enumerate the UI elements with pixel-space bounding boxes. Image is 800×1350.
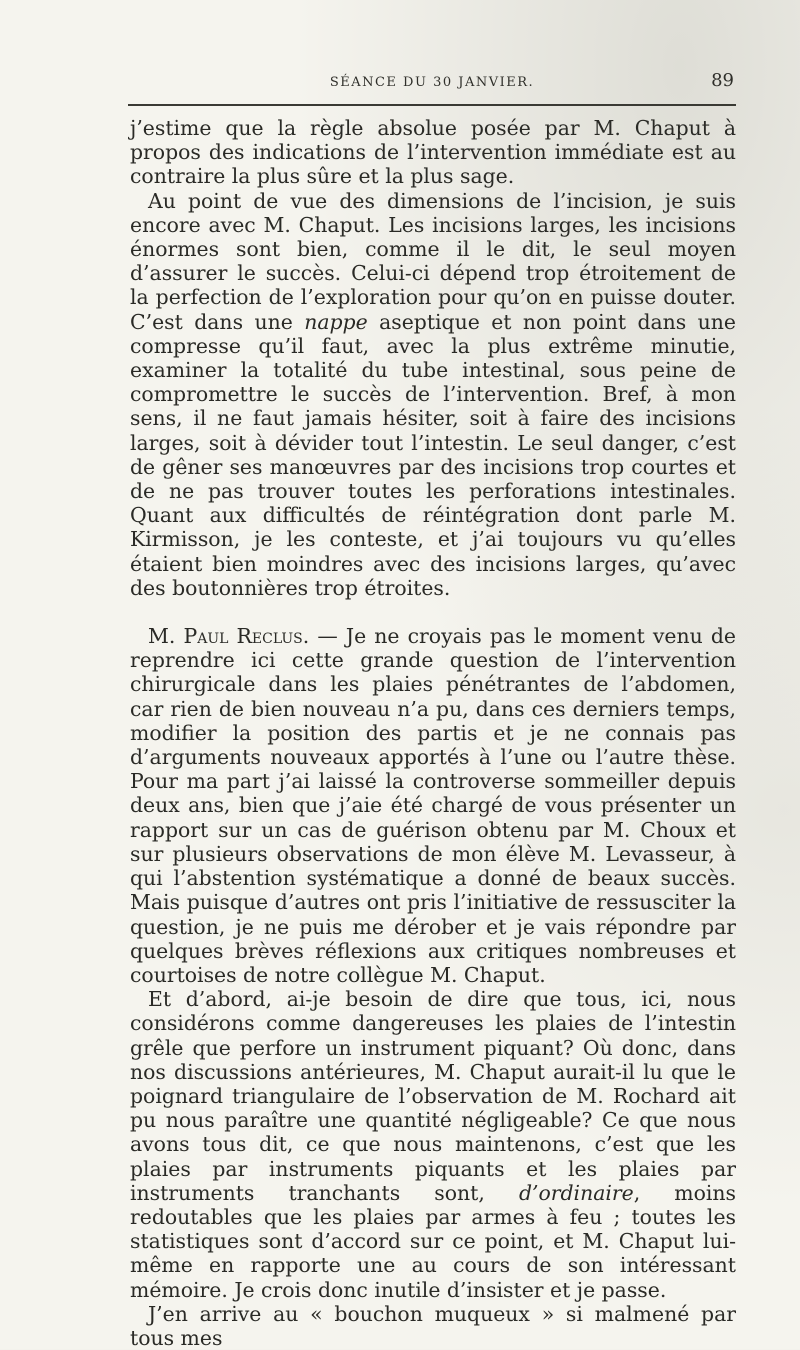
paragraph-2-text-a: Au point de vue des dimensions de l’incision, je suis encore avec M. Chaput. Les incisions larges, les incisions énormes sont bien, comme il le dit, le seul moyen d’assurer le succès. Celui-ci dépend trop étroitement de la perfection de l’exploration pour qu’on en puisse douter. C’est dans une — [130, 188, 736, 334]
paragraph-4 — [130, 987, 736, 1302]
page-number: 89 — [711, 70, 734, 91]
paragraph-2-italic: nappe — [304, 309, 368, 334]
paragraph-5 — [130, 1302, 736, 1350]
paragraph-3 — [130, 624, 736, 987]
speaker-prefix: M. — [148, 624, 184, 649]
page-header — [128, 70, 736, 100]
paragraph-2-text-b: aseptique et non point dans une compresse qu’il faut, avec la plus extrême minutie, examiner la totalité du tube intestinal, sous peine de compromettre le succès de l’intervention. Bref, à mon sens, il ne faut jamais hésiter, soit à faire des incisions larges, soit à dévider tout l’intestin. Le seul danger, c’est de gêner ses manœuvres par des incisions trop courtes et de ne pas trouver toutes les perforations intestinales. Quant aux difficultés de réintégration dont parle M. Kirmisson, je les conteste, et j’ai toujours vu qu’elles étaient bien moindres avec des incisions larges, qu’avec des boutonnières trop étroites. — [130, 309, 736, 600]
speaker-name: Paul Reclus — [183, 624, 303, 649]
paragraph-4-text-b: , moins redoutables que les plaies par armes à feu ; toutes les statistiques sont d’accord sur ce point, et M. Chaput lui-même en rapporte une au cours de son intéressant mémoire. Je crois donc inutile d’insister et je passe. — [130, 1180, 737, 1302]
header-rule — [128, 104, 736, 106]
body-text — [130, 116, 736, 1350]
paragraph-3-text: . — Je ne croyais pas le moment venu de reprendre ici cette grande question de l’intervention chirurgicale dans les plaies pénétrantes de l’abdomen, car rien de bien nouveau n’a pu, dans ces derniers temps, modifier la position des partis et je ne connais pas d’arguments nouveaux apportés à l’une ou l’autre thèse. Pour ma part j’ai laissé la controverse sommeiller depuis deux ans, bien que j’aie été chargé de vous présenter un rapport sur un cas de guérison obtenu par M. Choux et sur plusieurs observations de mon élève M. Levasseur, à qui l’abstention systématique a donné de beaux succès. Mais puisque d’autres ont pris l’initiative de ressusciter la question, je ne puis me dérober et je vais répondre par quelques brèves réflexions aux critiques nombreuses et courtoises de notre collègue M. Chaput. — [130, 624, 737, 987]
paragraph-1 — [130, 116, 736, 189]
paragraph-1-text: j’estime que la règle absolue posée par M. Chaput à propos des indications de l’intervention immédiate est au contraire la plus sûre et la plus sage. — [130, 116, 736, 189]
paragraph-4-italic: d’ordinaire — [518, 1180, 634, 1205]
running-head: SÉANCE DU 30 JANVIER. — [329, 75, 535, 90]
paragraph-2 — [130, 189, 736, 600]
paragraph-5-text: J’en arrive au « bouchon muqueux » si malmené par tous mes — [130, 1301, 736, 1350]
paragraph-4-text-a: Et d’abord, ai-je besoin de dire que tous, ici, nous considérons comme dangereuses les plaies de l’intestin grêle que perfore un instrument piquant? Où donc, dans nos discussions antérieures, M. Chaput aurait-il lu que le poignard triangulaire de l’observation de M. Rochard ait pu nous paraître une quantité négligeable? Ce que nous avons tous dit, ce que nous maintenons, c’est que les plaies par instruments piquants et les plaies par instruments tranchants sont, — [130, 987, 736, 1205]
